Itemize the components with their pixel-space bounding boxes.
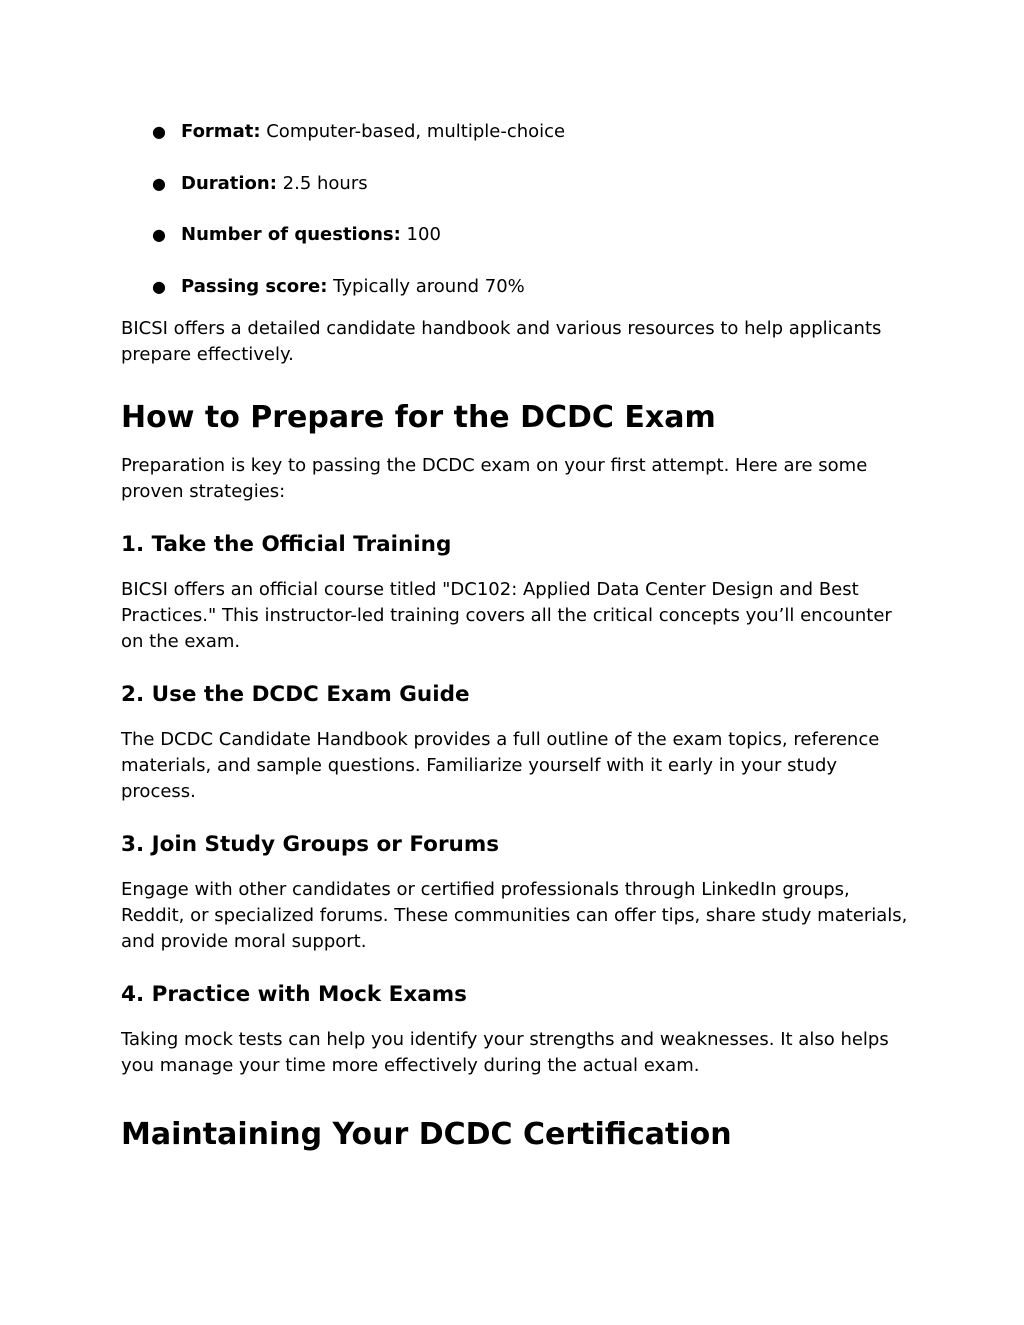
bullet-text: 2.5 hours <box>276 172 368 194</box>
bullet-label: Duration: <box>181 172 277 194</box>
intro-paragraph: BICSI offers a detailed candidate handbook and various resources to help applicants prepare effectively. <box>121 318 882 365</box>
heading-how-to-prepare: How to Prepare for the DCDC Exam <box>121 400 716 435</box>
preparation-paragraph: Preparation is key to passing the DCDC exam on your first attempt. Here are some proven strategies: <box>121 455 868 502</box>
bullet-label: Number of questions: <box>181 224 401 245</box>
step-4-paragraph: Taking mock tests can help you identify your strengths and weaknesses. It also helps you manage your time more effectively during the actual exam. <box>121 1029 889 1076</box>
list-item <box>121 169 911 199</box>
bullet-icon: ● <box>152 122 166 141</box>
bullet-icon: ● <box>152 225 166 244</box>
bullet-text: 100 <box>400 224 441 245</box>
bullet-icon: ● <box>152 173 166 193</box>
heading-maintaining-certification: Maintaining Your DCDC Certification <box>121 1117 732 1152</box>
bullet-text: Typically around 70% <box>327 275 525 297</box>
bullet-label: Format: <box>181 121 261 142</box>
bullet-label: Passing score: <box>181 275 328 297</box>
list-item <box>121 272 911 302</box>
bullet-icon: ● <box>152 276 166 296</box>
list-item <box>121 220 911 250</box>
bullet-text: Computer-based, multiple-choice <box>260 121 566 142</box>
step-2-paragraph: The DCDC Candidate Handbook provides a full outline of the exam topics, reference materials, and sample questions. Familiarize yourself with it early in your study process. <box>121 729 880 802</box>
list-item <box>121 117 911 147</box>
heading-step-3: 3. Join Study Groups or Forums <box>121 832 500 857</box>
heading-step-2: 2. Use the DCDC Exam Guide <box>121 682 470 707</box>
step-1-paragraph: BICSI offers an official course titled "DC102: Applied Data Center Design and Best Practices." This instructor-led training covers all the critical concepts you’ll encounter on the exam. <box>121 579 892 652</box>
step-3-paragraph: Engage with other candidates or certified professionals through LinkedIn groups, Reddit, or specialized forums. These communities can offer tips, share study materials, and provide moral support. <box>121 879 908 952</box>
exam-details-list <box>121 117 911 302</box>
document-content <box>121 117 911 1155</box>
heading-step-4: 4. Practice with Mock Exams <box>121 982 467 1007</box>
heading-step-1: 1. Take the Official Training <box>121 532 452 557</box>
